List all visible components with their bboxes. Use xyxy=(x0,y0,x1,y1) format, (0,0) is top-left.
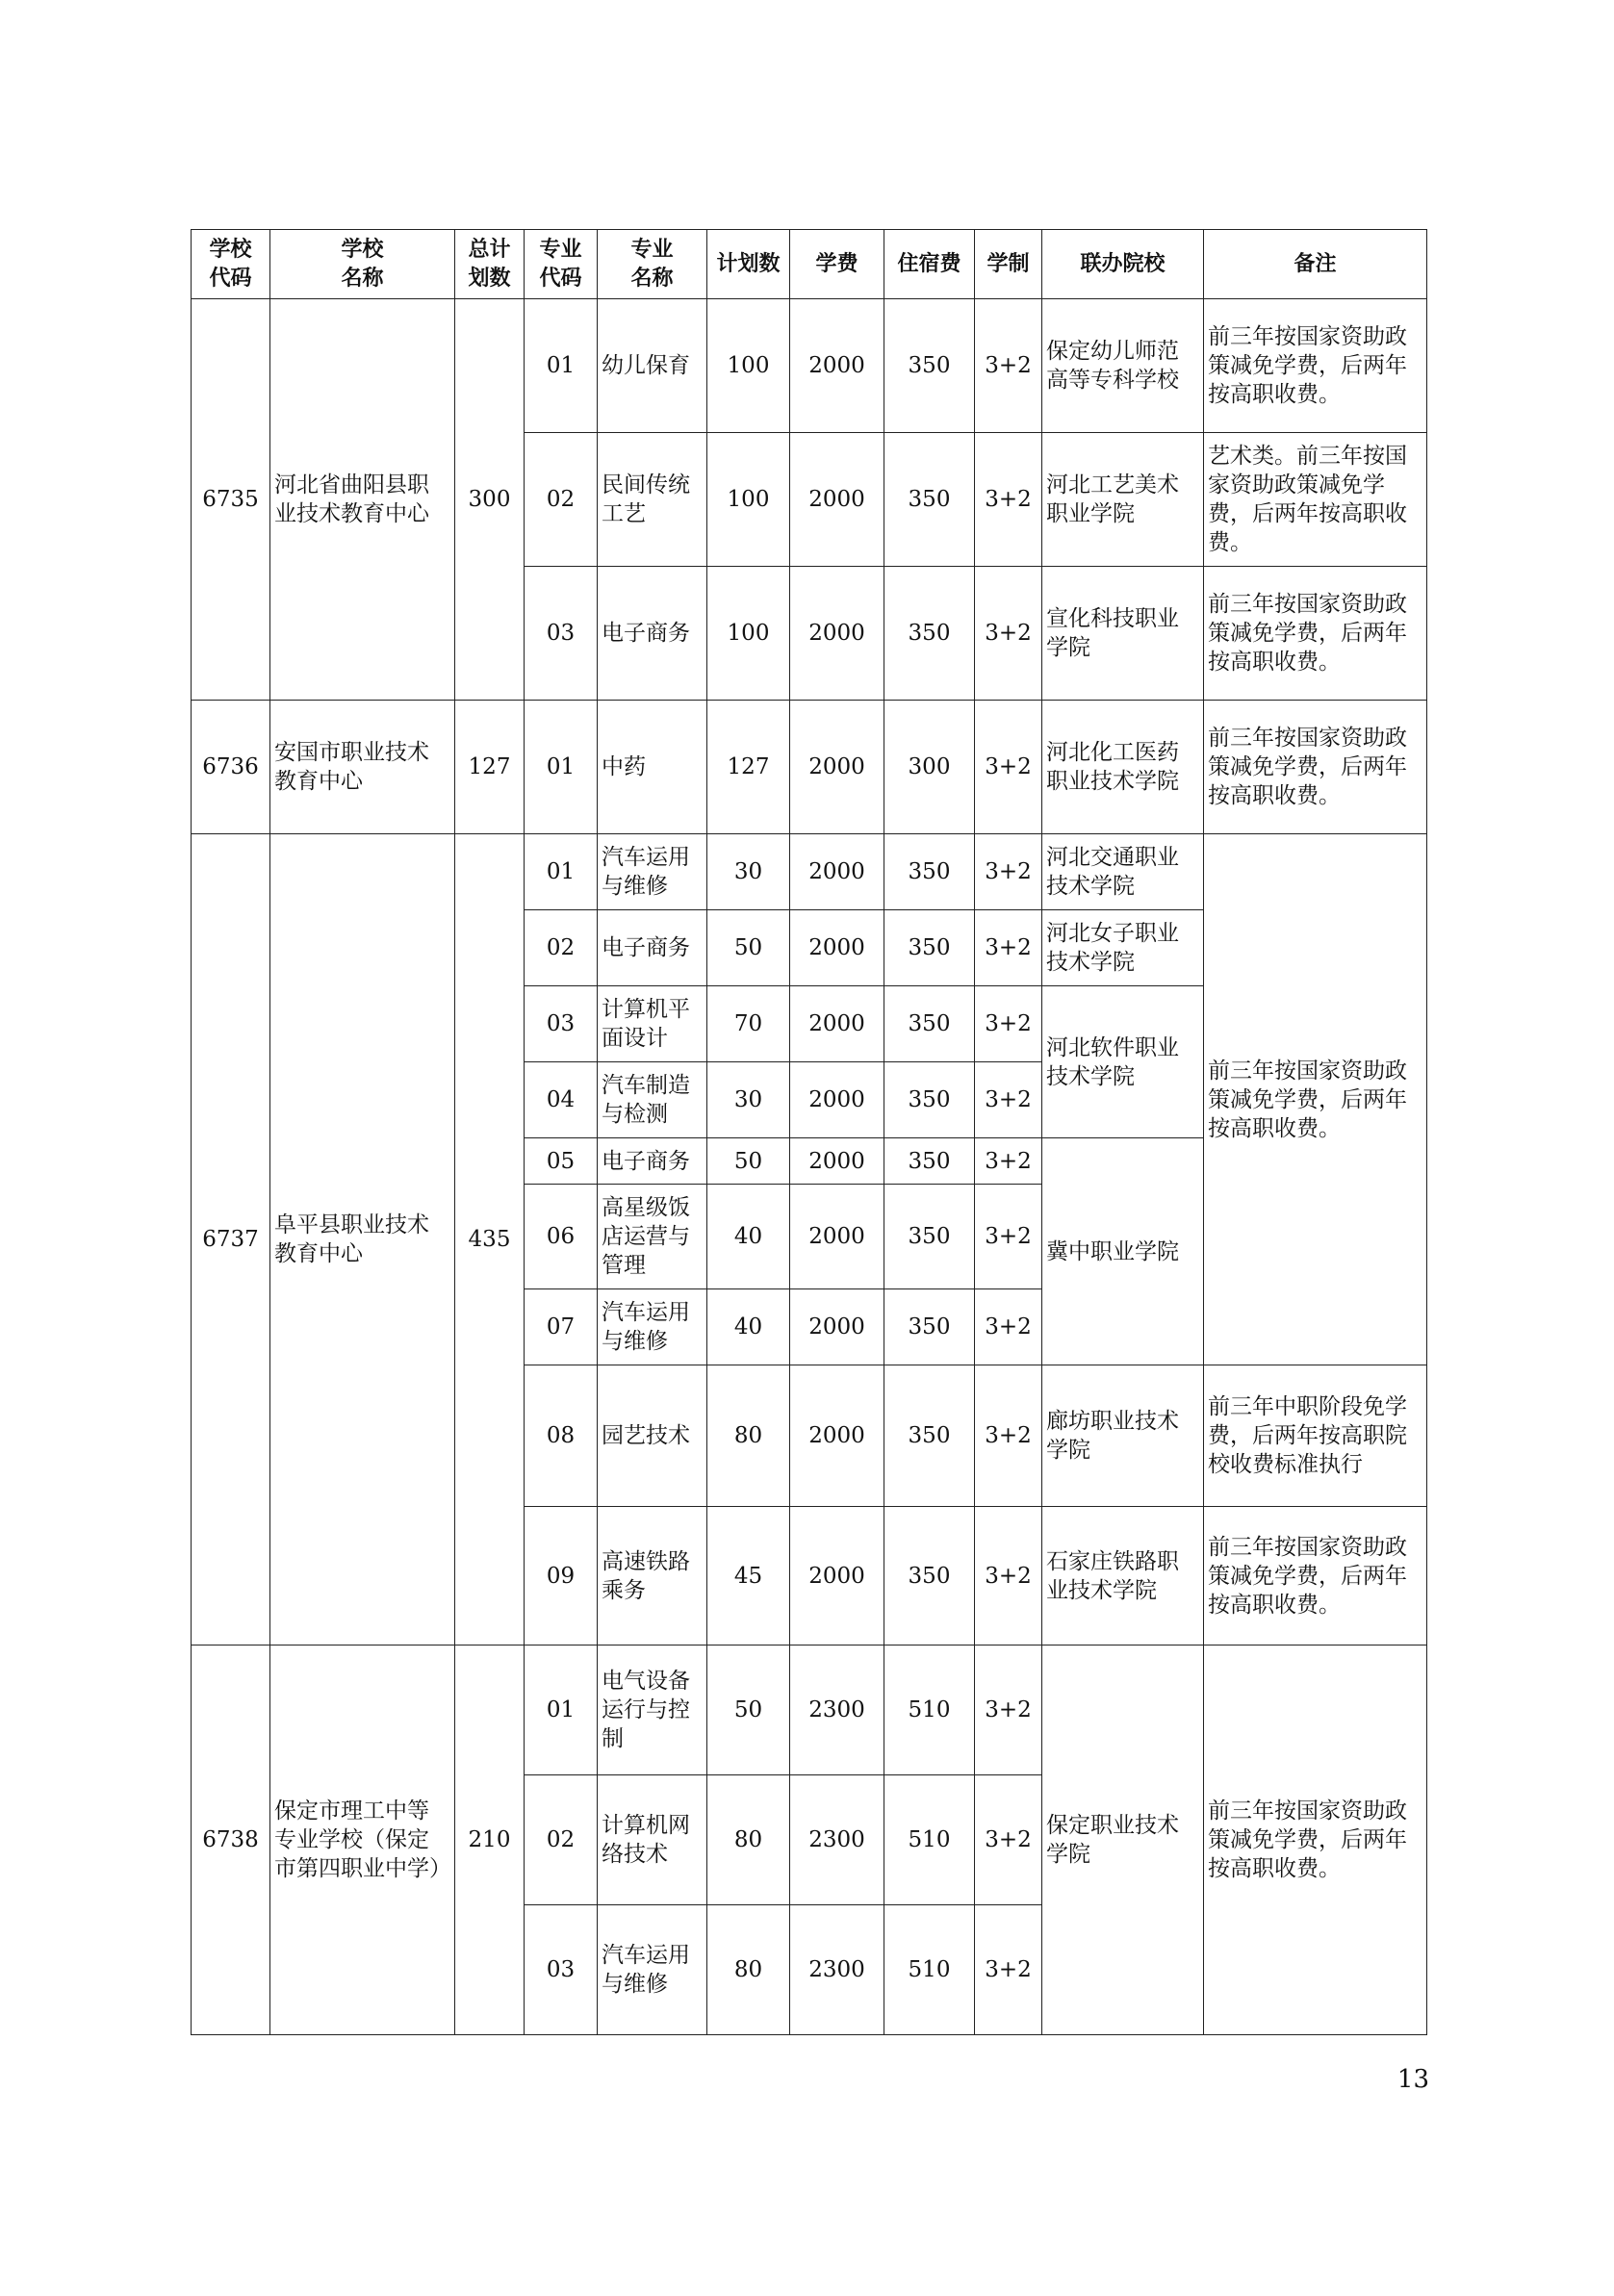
school-code: 6736 xyxy=(192,701,270,834)
partner-school: 河北交通职业技术学院 xyxy=(1042,834,1204,910)
tuition: 2300 xyxy=(790,1905,884,2035)
major-code: 03 xyxy=(525,567,598,701)
major-code: 02 xyxy=(525,1775,598,1905)
plan-count: 100 xyxy=(707,299,790,433)
duration: 3+2 xyxy=(975,1138,1042,1185)
tuition: 2000 xyxy=(790,1289,884,1365)
header-tuition: 学费 xyxy=(790,230,884,299)
lodging: 300 xyxy=(884,701,975,834)
tuition: 2300 xyxy=(790,1645,884,1775)
lodging: 350 xyxy=(884,1138,975,1185)
remark: 前三年中职阶段免学费，后两年按高职院校收费标准执行 xyxy=(1204,1365,1427,1507)
plan-count: 45 xyxy=(707,1507,790,1645)
remark: 前三年按国家资助政策减免学费，后两年按高职收费。 xyxy=(1204,1507,1427,1645)
tuition: 2300 xyxy=(790,1775,884,1905)
major-name: 民间传统工艺 xyxy=(598,433,707,567)
major-code: 03 xyxy=(525,986,598,1062)
lodging: 510 xyxy=(884,1775,975,1905)
tuition: 2000 xyxy=(790,910,884,986)
duration: 3+2 xyxy=(975,1062,1042,1138)
lodging: 350 xyxy=(884,1507,975,1645)
plan-count: 40 xyxy=(707,1289,790,1365)
lodging: 350 xyxy=(884,986,975,1062)
duration: 3+2 xyxy=(975,567,1042,701)
school-name: 河北省曲阳县职业技术教育中心 xyxy=(270,299,455,701)
major-name: 电气设备运行与控制 xyxy=(598,1645,707,1775)
major-name: 计算机平面设计 xyxy=(598,986,707,1062)
major-code: 02 xyxy=(525,910,598,986)
duration: 3+2 xyxy=(975,1507,1042,1645)
major-name: 电子商务 xyxy=(598,910,707,986)
plan-count: 70 xyxy=(707,986,790,1062)
major-code: 07 xyxy=(525,1289,598,1365)
major-code: 01 xyxy=(525,299,598,433)
lodging: 350 xyxy=(884,1185,975,1289)
major-code: 03 xyxy=(525,1905,598,2035)
duration: 3+2 xyxy=(975,1775,1042,1905)
duration: 3+2 xyxy=(975,1905,1042,2035)
plan-count: 50 xyxy=(707,1645,790,1775)
remark: 前三年按国家资助政策减免学费，后两年按高职收费。 xyxy=(1204,299,1427,433)
enrollment-plan-table xyxy=(191,229,1427,2035)
major-name: 汽车运用与维修 xyxy=(598,1289,707,1365)
partner-school: 冀中职业学院 xyxy=(1042,1138,1204,1365)
lodging: 350 xyxy=(884,1365,975,1507)
lodging: 350 xyxy=(884,1062,975,1138)
header-school-code: 学校 代码 xyxy=(192,230,270,299)
major-name: 汽车制造与检测 xyxy=(598,1062,707,1138)
lodging: 350 xyxy=(884,299,975,433)
header-major-name: 专业 名称 xyxy=(598,230,707,299)
school-code: 6737 xyxy=(192,834,270,1645)
partner-school: 河北软件职业技术学院 xyxy=(1042,986,1204,1138)
duration: 3+2 xyxy=(975,1645,1042,1775)
header-plan-count: 计划数 xyxy=(707,230,790,299)
plan-count: 80 xyxy=(707,1905,790,2035)
partner-school: 石家庄铁路职业技术学院 xyxy=(1042,1507,1204,1645)
page-number: 13 xyxy=(1396,2065,1429,2094)
major-code: 01 xyxy=(525,834,598,910)
tuition: 2000 xyxy=(790,834,884,910)
table-row xyxy=(192,834,1427,910)
school-code: 6738 xyxy=(192,1645,270,2035)
header-lodging: 住宿费 xyxy=(884,230,975,299)
partner-school: 保定职业技术学院 xyxy=(1042,1645,1204,2035)
major-name: 幼儿保育 xyxy=(598,299,707,433)
tuition: 2000 xyxy=(790,701,884,834)
plan-count: 30 xyxy=(707,834,790,910)
header-school-name: 学校 名称 xyxy=(270,230,455,299)
header-row xyxy=(192,230,1427,299)
tuition: 2000 xyxy=(790,433,884,567)
partner-school: 宣化科技职业学院 xyxy=(1042,567,1204,701)
school-name: 阜平县职业技术教育中心 xyxy=(270,834,455,1645)
partner-school: 河北女子职业技术学院 xyxy=(1042,910,1204,986)
remark: 前三年按国家资助政策减免学费，后两年按高职收费。 xyxy=(1204,1645,1427,2035)
partner-school: 河北化工医药职业技术学院 xyxy=(1042,701,1204,834)
header-partner: 联办院校 xyxy=(1042,230,1204,299)
plan-count: 50 xyxy=(707,910,790,986)
lodging: 510 xyxy=(884,1645,975,1775)
major-name: 高速铁路乘务 xyxy=(598,1507,707,1645)
duration: 3+2 xyxy=(975,299,1042,433)
major-code: 05 xyxy=(525,1138,598,1185)
header-total-plan: 总计 划数 xyxy=(455,230,525,299)
plan-count: 40 xyxy=(707,1185,790,1289)
tuition: 2000 xyxy=(790,567,884,701)
tuition: 2000 xyxy=(790,1507,884,1645)
total-plan: 210 xyxy=(455,1645,525,2035)
tuition: 2000 xyxy=(790,1185,884,1289)
remark: 前三年按国家资助政策减免学费，后两年按高职收费。 xyxy=(1204,567,1427,701)
major-code: 08 xyxy=(525,1365,598,1507)
header-remark: 备注 xyxy=(1204,230,1427,299)
lodging: 350 xyxy=(884,834,975,910)
plan-count: 100 xyxy=(707,567,790,701)
duration: 3+2 xyxy=(975,433,1042,567)
table-row xyxy=(192,1645,1427,1775)
total-plan: 435 xyxy=(455,834,525,1645)
plan-count: 50 xyxy=(707,1138,790,1185)
duration: 3+2 xyxy=(975,1185,1042,1289)
major-code: 06 xyxy=(525,1185,598,1289)
lodging: 350 xyxy=(884,433,975,567)
duration: 3+2 xyxy=(975,834,1042,910)
major-name: 汽车运用与维修 xyxy=(598,1905,707,2035)
plan-count: 100 xyxy=(707,433,790,567)
school-code: 6735 xyxy=(192,299,270,701)
major-code: 01 xyxy=(525,1645,598,1775)
school-name: 保定市理工中等专业学校（保定市第四职业中学） xyxy=(270,1645,455,2035)
major-code: 01 xyxy=(525,701,598,834)
partner-school: 保定幼儿师范高等专科学校 xyxy=(1042,299,1204,433)
major-name: 汽车运用与维修 xyxy=(598,834,707,910)
lodging: 350 xyxy=(884,1289,975,1365)
major-code: 04 xyxy=(525,1062,598,1138)
table-row xyxy=(192,701,1427,834)
major-code: 02 xyxy=(525,433,598,567)
total-plan: 300 xyxy=(455,299,525,701)
duration: 3+2 xyxy=(975,1289,1042,1365)
duration: 3+2 xyxy=(975,1365,1042,1507)
major-code: 09 xyxy=(525,1507,598,1645)
remark: 艺术类。前三年按国家资助政策减免学费，后两年按高职收费。 xyxy=(1204,433,1427,567)
lodging: 350 xyxy=(884,567,975,701)
tuition: 2000 xyxy=(790,299,884,433)
lodging: 510 xyxy=(884,1905,975,2035)
major-name: 电子商务 xyxy=(598,1138,707,1185)
remark: 前三年按国家资助政策减免学费，后两年按高职收费。 xyxy=(1204,701,1427,834)
plan-count: 30 xyxy=(707,1062,790,1138)
duration: 3+2 xyxy=(975,986,1042,1062)
plan-count: 127 xyxy=(707,701,790,834)
total-plan: 127 xyxy=(455,701,525,834)
school-name: 安国市职业技术教育中心 xyxy=(270,701,455,834)
plan-count: 80 xyxy=(707,1365,790,1507)
major-name: 计算机网络技术 xyxy=(598,1775,707,1905)
major-name: 高星级饭店运营与管理 xyxy=(598,1185,707,1289)
duration: 3+2 xyxy=(975,910,1042,986)
table-row xyxy=(192,299,1427,433)
tuition: 2000 xyxy=(790,986,884,1062)
duration: 3+2 xyxy=(975,701,1042,834)
major-name: 中药 xyxy=(598,701,707,834)
major-name: 电子商务 xyxy=(598,567,707,701)
header-duration: 学制 xyxy=(975,230,1042,299)
partner-school: 廊坊职业技术学院 xyxy=(1042,1365,1204,1507)
lodging: 350 xyxy=(884,910,975,986)
tuition: 2000 xyxy=(790,1365,884,1507)
tuition: 2000 xyxy=(790,1138,884,1185)
tuition: 2000 xyxy=(790,1062,884,1138)
header-major-code: 专业 代码 xyxy=(525,230,598,299)
plan-count: 80 xyxy=(707,1775,790,1905)
remark: 前三年按国家资助政策减免学费，后两年按高职收费。 xyxy=(1204,834,1427,1365)
partner-school: 河北工艺美术职业学院 xyxy=(1042,433,1204,567)
major-name: 园艺技术 xyxy=(598,1365,707,1507)
